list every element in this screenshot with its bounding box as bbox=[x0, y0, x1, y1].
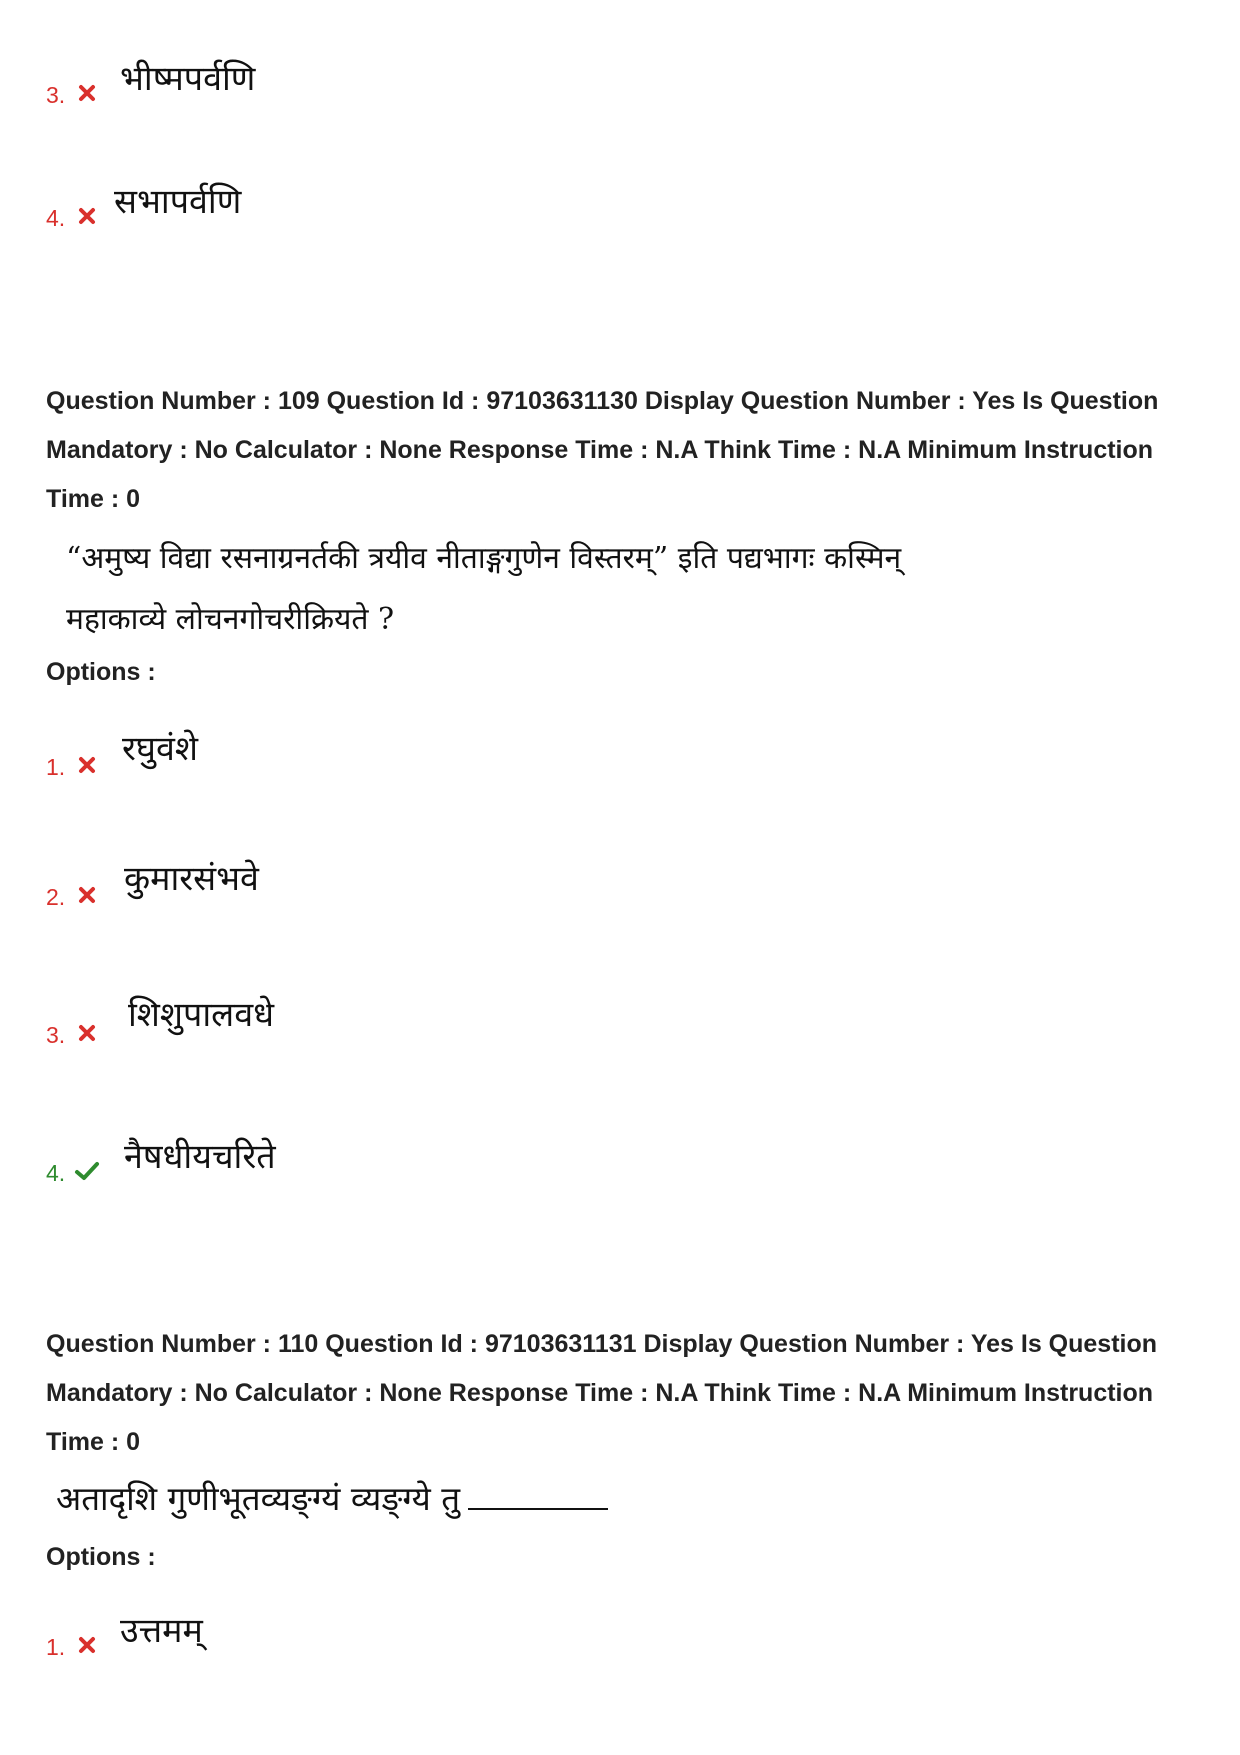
cross-icon bbox=[78, 1636, 96, 1654]
option-number: 3. bbox=[46, 82, 66, 108]
option-row bbox=[46, 1138, 646, 1198]
cross-icon bbox=[78, 84, 96, 102]
option-row bbox=[46, 995, 646, 1058]
options-label: Options : bbox=[46, 658, 156, 686]
check-icon bbox=[74, 1160, 100, 1182]
question-meta-line: Time : 0 bbox=[46, 485, 141, 513]
question-meta-line: Mandatory : No Calculator : None Response Time : N.A Think Time : N.A Minimum Instruction bbox=[46, 436, 1154, 464]
option-text: उत्तमम् bbox=[120, 1611, 203, 1651]
question-block-109 bbox=[46, 377, 1206, 524]
option-text: रघुवंशे bbox=[122, 729, 199, 769]
cross-icon bbox=[78, 886, 96, 904]
answer-blank bbox=[468, 1478, 608, 1510]
option-number: 1. bbox=[46, 754, 66, 780]
option-row bbox=[46, 60, 646, 110]
option-row bbox=[46, 182, 646, 235]
option-number: 2. bbox=[46, 884, 66, 910]
option-text: कुमारसंभवे bbox=[124, 859, 259, 899]
option-number: 3. bbox=[46, 1022, 66, 1048]
options-label: Options : bbox=[46, 1543, 156, 1571]
option-text: सभापर्वणि bbox=[114, 182, 242, 222]
option-number: 4. bbox=[46, 1160, 66, 1186]
question-meta-line: Mandatory : No Calculator : None Response Time : N.A Think Time : N.A Minimum Instruction bbox=[46, 1379, 1154, 1407]
question-text: महाकाव्ये लोचनगोचरीक्रियते ? bbox=[66, 602, 395, 637]
question-meta-line: Time : 0 bbox=[46, 1428, 141, 1456]
option-text: नैषधीयचरिते bbox=[124, 1137, 276, 1177]
option-text: शिशुपालवधे bbox=[128, 995, 275, 1035]
option-row bbox=[46, 728, 646, 788]
question-text: “अमुष्य विद्या रसनाग्रनर्तकी त्रयीव नीताङ्गगुणेन विस्तरम्” इति पद्यभागः कस्मिन् bbox=[66, 541, 902, 576]
cross-icon bbox=[78, 207, 96, 225]
option-row bbox=[46, 859, 646, 922]
option-row bbox=[46, 1612, 646, 1672]
question-text bbox=[56, 1475, 608, 1520]
question-meta-line: Question Number : 110 Question Id : 97103631131 Display Question Number : Yes Is Question bbox=[46, 1330, 1158, 1358]
cross-icon bbox=[78, 756, 96, 774]
option-number: 1. bbox=[46, 1634, 66, 1660]
question-meta-line: Question Number : 109 Question Id : 97103631130 Display Question Number : Yes Is Question bbox=[46, 387, 1159, 415]
question-block-110 bbox=[46, 1320, 1206, 1467]
option-text: भीष्मपर्वणि bbox=[120, 59, 256, 99]
cross-icon bbox=[78, 1024, 96, 1042]
question-text-content: अतादृशि गुणीभूतव्यङ्ग्यं व्यङ्ग्ये तु bbox=[56, 1479, 461, 1518]
option-number: 4. bbox=[46, 205, 66, 231]
